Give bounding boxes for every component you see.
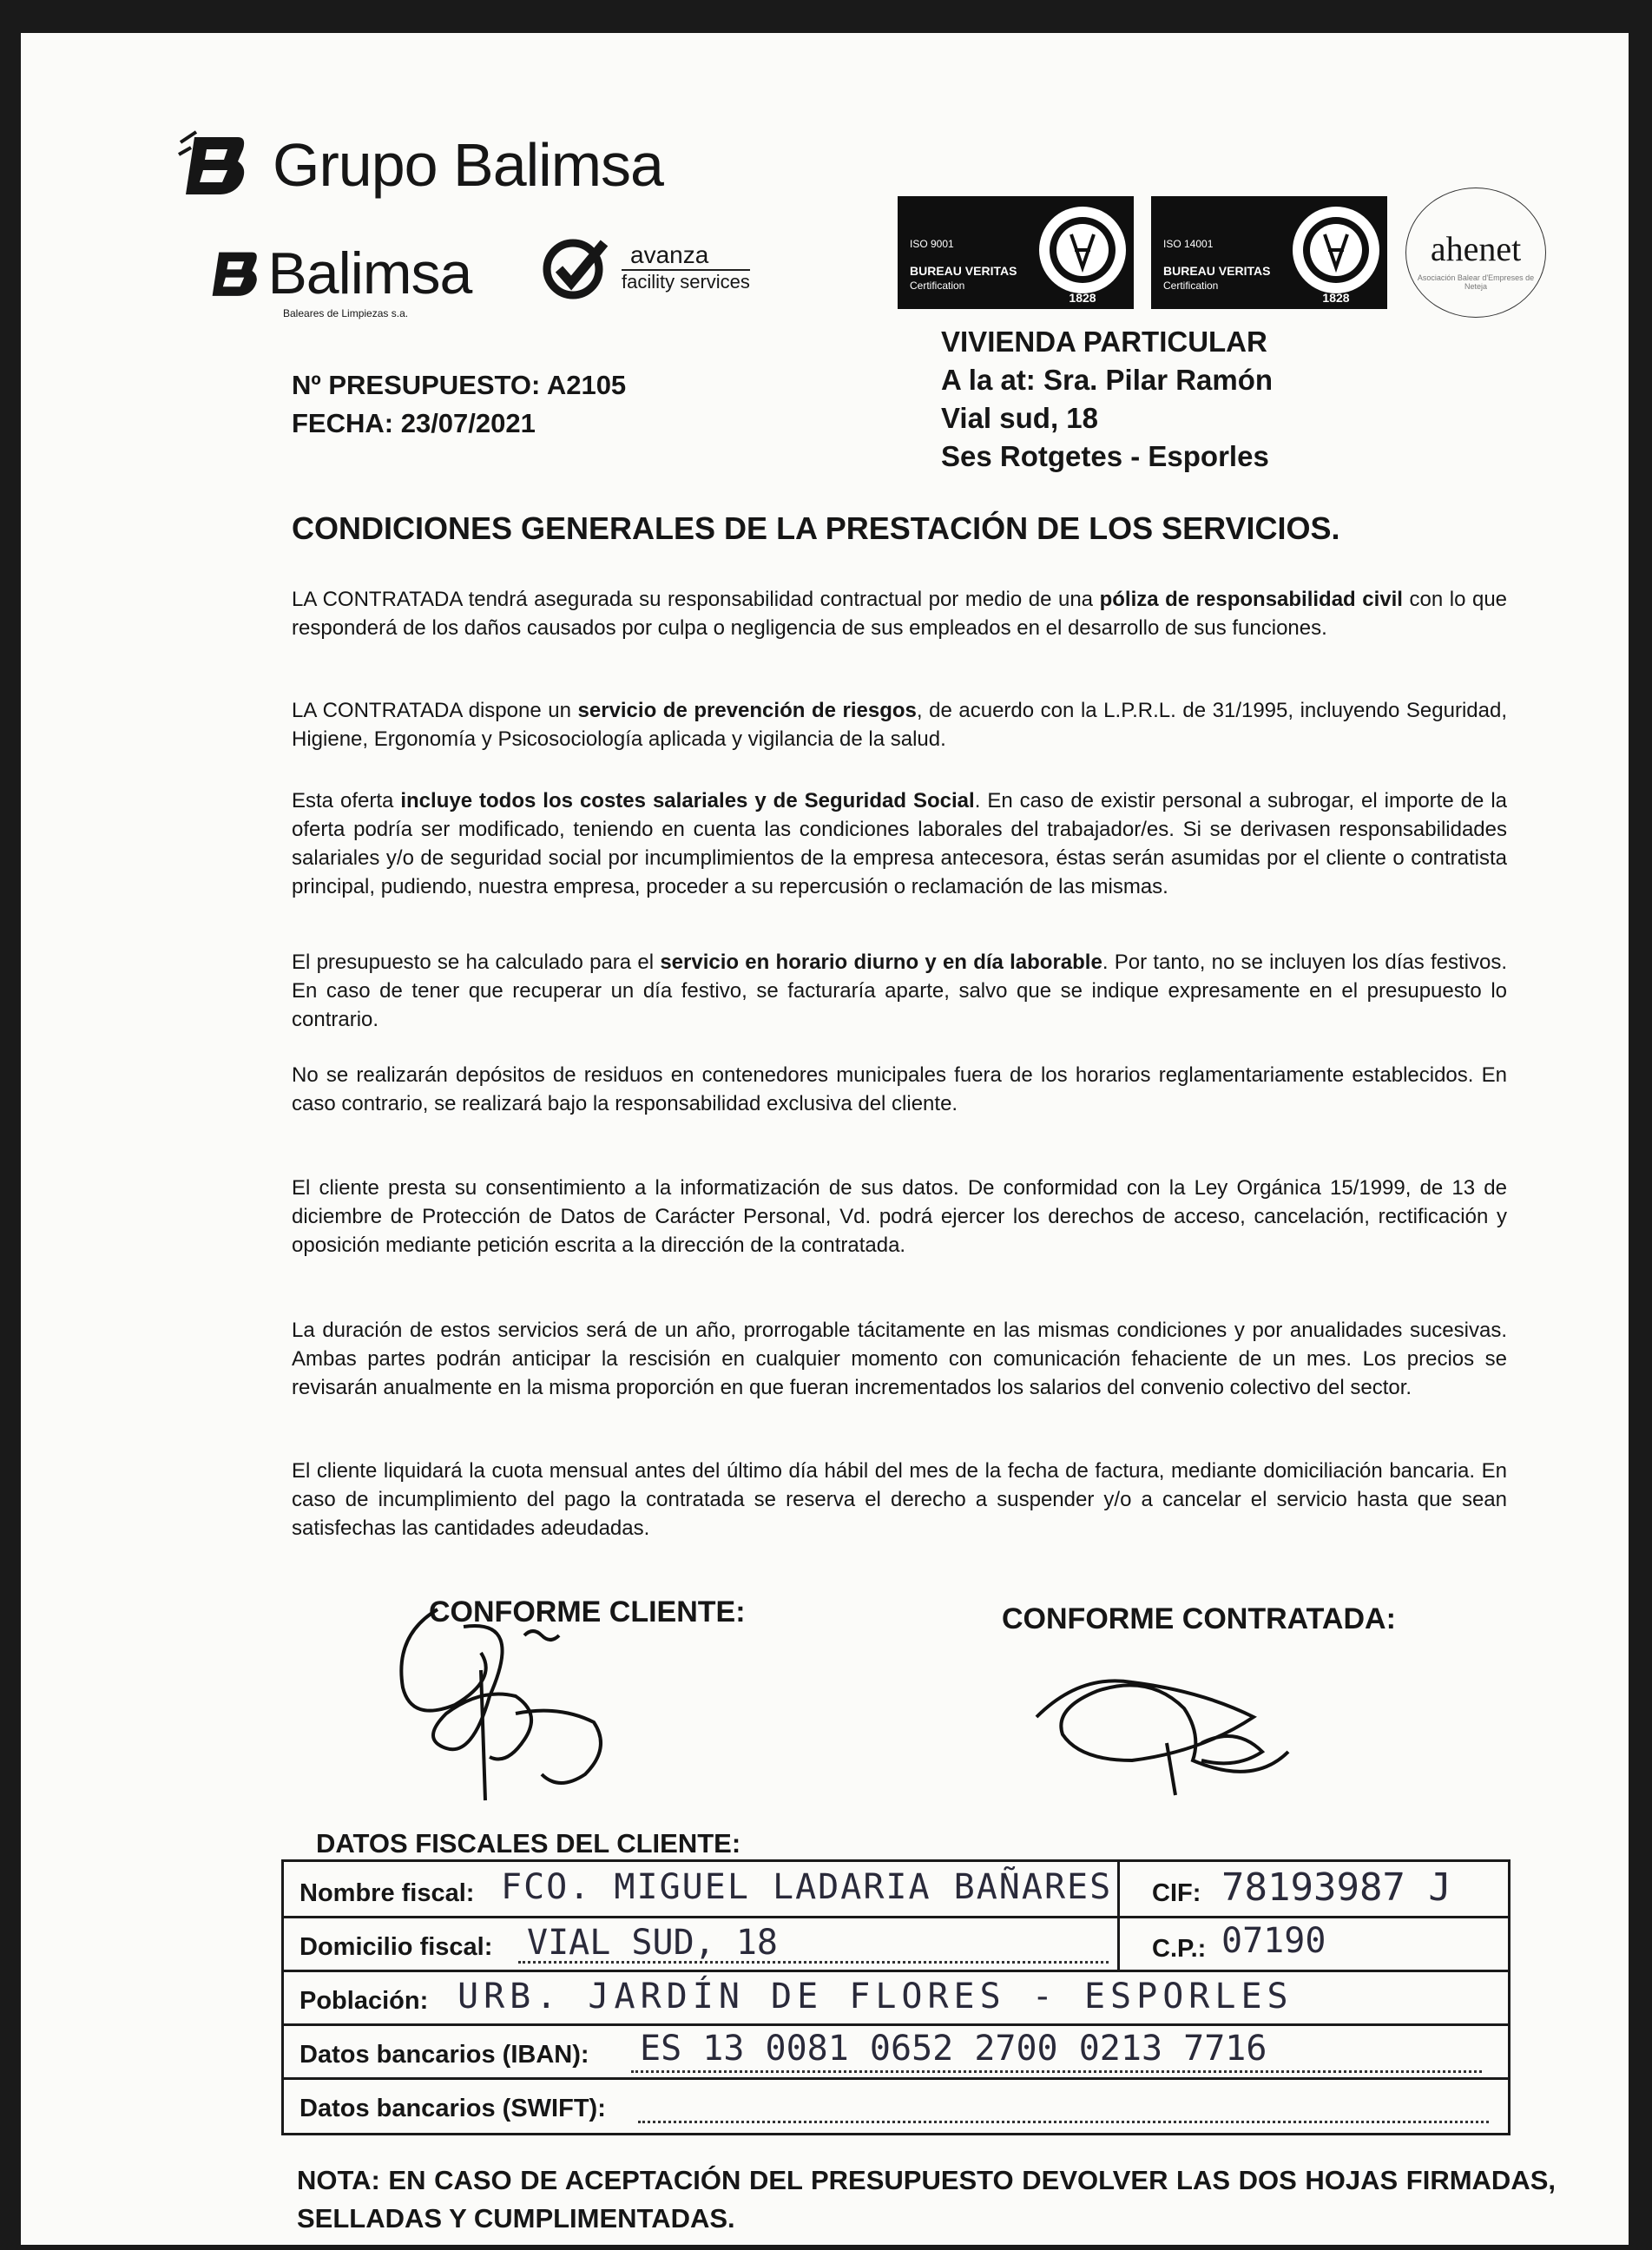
cp-label: C.P.:: [1152, 1935, 1207, 1963]
client-signature-icon: [385, 1601, 715, 1818]
cif-label: CIF:: [1152, 1879, 1201, 1907]
iso-14001-badge: [1151, 196, 1387, 309]
balimsa-logo: [203, 240, 472, 319]
company-tagline: Baleares de Limpiezas s.a.: [283, 307, 409, 319]
quote-info: [292, 366, 626, 443]
fiscal-name-label: Nombre fiscal:: [299, 1879, 475, 1907]
cert2-issuer: BUREAU VERITAS: [1163, 264, 1271, 278]
association-subtitle: Asociación Balear d'Empreses de Neteja: [1417, 273, 1535, 291]
iso-9001-badge: [898, 196, 1134, 309]
bureau-veritas-seal-icon: [1035, 200, 1130, 306]
fiscal-address-row: [284, 1916, 1508, 1970]
partner-name: avanza: [622, 241, 750, 271]
association-name: ahenet: [1430, 229, 1522, 268]
condition-paragraph-4: El presupuesto se ha calculado para el servicio en horario diurno y en día laborable. Por tanto, no se incluyen los días festivos. En caso de tener que recuperar un día festivo, se facturaría aparte, salvo que se indique expresamente en el presupuesto lo contrario.: [292, 951, 1507, 1031]
client-type: VIVIENDA PARTICULAR: [941, 326, 1267, 358]
avanza-logo: [542, 234, 750, 300]
bureau-veritas-seal-icon: [1288, 200, 1384, 306]
condition-paragraph-3: Esta oferta incluye todos los costes salariales y de Seguridad Social. En caso de existir personal a subrogar, el importe de la oferta podría ser modificado, teniendo en cuenta las condiciones laborales del trabajador/es. Si se derivasen responsabilidades salariales y/o de seguridad social por incumplimientos de la empresa antecesora, éstas serán asumidas por el cliente o contratista principal, pudiendo, nuestra empresa, proceder a su repercusión o reclamación de las mismas.: [292, 789, 1508, 898]
cp-value[interactable]: 07190: [1221, 1921, 1326, 1961]
fiscal-data-box: [281, 1859, 1510, 2135]
condition-paragraph-1: LA CONTRATADA tendrá asegurada su responsabilidad contractual por medio de una póliza de responsabilidad civil con lo que responderá de los daños causados por culpa o negligencia de sus empleados en el desarrollo de sus funciones.: [292, 588, 1508, 640]
fiscal-swift-row: [284, 2077, 1508, 2131]
document-page: [21, 33, 1629, 2245]
quote-number: Nº PRESUPUESTO: A2105: [292, 370, 627, 400]
company-name: Balimsa: [267, 240, 472, 306]
grupo-balimsa-logo: [177, 128, 663, 201]
iban-value[interactable]: ES 13 0081 0652 2700 0213 7716: [640, 2029, 1267, 2069]
client-street: Vial sud, 18: [941, 402, 1098, 434]
partner-tagline: facility services: [622, 271, 750, 293]
contractor-signature-label: CONFORME CONTRATADA:: [1002, 1602, 1396, 1635]
fiscal-address-value[interactable]: VIAL SUD, 18: [527, 1923, 778, 1963]
fiscal-town-row: [284, 1970, 1508, 2023]
cert2-label: Certification: [1163, 280, 1219, 292]
fiscal-data-title: DATOS FISCALES DEL CLIENTE:: [316, 1828, 741, 1859]
cert2-standard: ISO 14001: [1163, 238, 1214, 250]
fiscal-town-label: Población:: [299, 1987, 429, 2015]
contractor-signature-icon: [1028, 1656, 1392, 1812]
cert2-year: 1828: [1322, 291, 1350, 305]
client-address-block: [941, 323, 1273, 476]
footer-note: NOTA: EN CASO DE ACEPTACIÓN DEL PRESUPUESTO DEVOLVER LAS DOS HOJAS FIRMADAS, SELLADAS Y CUMPLIMENTADAS.: [297, 2165, 1556, 2234]
cert1-year: 1828: [1069, 291, 1096, 305]
client-signature-label: CONFORME CLIENTE:: [429, 1595, 746, 1628]
condition-paragraph-5: No se realizarán depósitos de residuos en contenedores municipales fuera de los horarios reglamentariamente establecidos. En caso contrario, se realizará bajo la responsabilidad exclusiva del cliente.: [292, 1063, 1507, 1115]
avanza-check-icon: [542, 234, 611, 300]
ahenet-logo: [1405, 188, 1546, 318]
fiscal-name-row: [284, 1862, 1508, 1916]
cert1-label: Certification: [910, 280, 965, 292]
client-locality: Ses Rotgetes - Esporles: [941, 440, 1269, 472]
condition-paragraph-2: LA CONTRATADA dispone un servicio de prevención de riesgos, de acuerdo con la L.P.R.L. de 31/1995, incluyendo Seguridad, Higiene, Ergonomía y Psicosociología aplicada y vigilancia de la salud.: [292, 699, 1508, 751]
group-name: Grupo Balimsa: [273, 131, 663, 199]
conditions-title: CONDICIONES GENERALES DE LA PRESTACIÓN DE LOS SERVICIOS.: [292, 510, 1340, 546]
balimsa-b-icon: [177, 128, 250, 201]
client-attention: A la at: Sra. Pilar Ramón: [941, 364, 1274, 396]
quote-date: FECHA: 23/07/2021: [292, 408, 536, 438]
fiscal-town-value[interactable]: URB. JARDÍN DE FLORES - ESPORLES: [457, 1977, 1293, 2016]
cert1-issuer: BUREAU VERITAS: [910, 264, 1017, 278]
iban-label: Datos bancarios (IBAN):: [299, 2041, 589, 2069]
cert1-standard: ISO 9001: [910, 238, 954, 250]
fiscal-iban-row: [284, 2023, 1508, 2077]
fiscal-name-value[interactable]: FCO. MIGUEL LADARIA BAÑARES: [501, 1867, 1113, 1907]
fiscal-address-label: Domicilio fiscal:: [299, 1933, 493, 1961]
condition-paragraph-8: El cliente liquidará la cuota mensual antes del último día hábil del mes de la fecha de factura, mediante domiciliación bancaria. En caso de incumplimiento del pago la contratada se reserva el derecho a suspender y/o a cancelar el servicio hasta que sean satisfechas las cantidades adeudadas.: [292, 1459, 1507, 1540]
swift-label: Datos bancarios (SWIFT):: [299, 2095, 606, 2122]
condition-paragraph-6: El cliente presta su consentimiento a la informatización de sus datos. De conformidad con la Ley Orgánica 15/1999, de 13 de diciembre de Protección de Datos de Carácter Personal, Vd. podrá ejercer los derechos de acceso, cancelación, rectificación y oposición mediante petición escrita a la dirección de la contratada.: [292, 1176, 1507, 1257]
condition-paragraph-7: La duración de estos servicios será de un año, prorrogable tácitamente en las mismas condiciones y por anualidades sucesivas. Ambas partes podrán anticipar la rescisión en cualquier momento con comunicación fehaciente de un mes. Los precios se revisarán anualmente en la misma proporción en que fueran incrementados los salarios del convenio colectivo del sector.: [292, 1319, 1507, 1399]
cif-value[interactable]: 78193987 J: [1221, 1865, 1451, 1910]
balimsa-b-small-icon: [203, 246, 264, 301]
